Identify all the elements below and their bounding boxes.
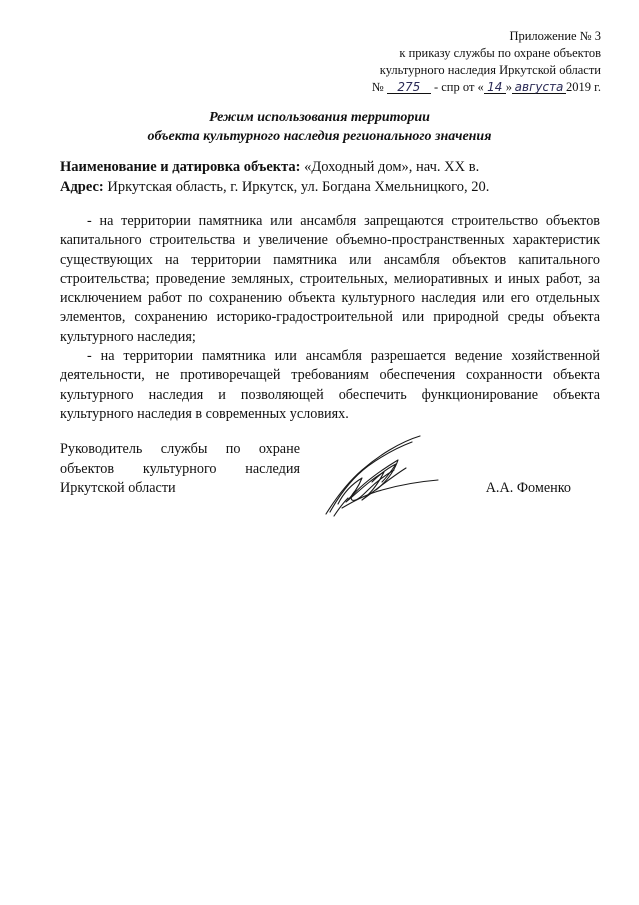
appendix-number: Приложение № 3 [509, 29, 601, 43]
appendix-order-number-date [301, 79, 601, 96]
regulations-text [60, 212, 600, 424]
day-close-quote: » [505, 80, 513, 94]
number-sign: № [371, 80, 384, 94]
signatory-name: А.А. Фоменко [485, 480, 571, 496]
object-info [60, 157, 600, 197]
appendix-agency: культурного наследия Иркутской области [379, 63, 601, 77]
appendix-header [301, 28, 601, 96]
object-name-label: Наименование и датировка объекта: [60, 159, 301, 175]
title-line-1: Режим использования территории [209, 110, 430, 125]
object-address-row [60, 177, 600, 197]
order-year: 2019 г. [566, 80, 601, 94]
handwritten-order-number: 275 [387, 81, 431, 94]
signatory-title-line-2: объектов культурного наследия [60, 460, 300, 477]
order-middle-text: - спр от « [433, 80, 484, 94]
document-title [0, 108, 639, 146]
object-name-row [60, 157, 600, 177]
regulation-permitted: - на территории памятника или ансамбля разрешается ведение хозяйственной деятельности, не противоречащей требованиям обеспечения сохранности объекта культурного наследия и позволяющей обеспечить функционирование объекта культурного наследия в современных условиях. [60, 348, 600, 422]
signatory-title-line-1: Руководитель службы по охране [60, 441, 300, 457]
appendix-order-ref: к приказу службы по охране объектов [399, 46, 601, 60]
regulation-prohibited: - на территории памятника или ансамбля запрещаются строительство объектов капитального строительства и увеличение объемно-пространственных характеристик существующих на территории памятника или ансамбля объектов капитального строительства; проведение земляных, строительных, мелиоративных и иных работ, за исключением работ по сохранению объекта культурного наследия или его отдельных элементов, сохранению историко-градостроительной или природной среды объекта культурного наследия; [60, 213, 600, 345]
object-name-value: «Доходный дом», нач. XX в. [300, 159, 480, 175]
signatory-title [60, 440, 300, 499]
handwritten-signature [322, 432, 442, 518]
handwritten-month: августа [512, 81, 566, 94]
title-line-2: объекта культурного наследия регионального значения [147, 129, 492, 144]
signatory-title-line-3: Иркутской области [60, 480, 176, 496]
object-address-value: Иркутская область, г. Иркутск, ул. Богдана Хмельницкого, 20. [103, 179, 490, 195]
object-address-label: Адрес: [60, 179, 104, 195]
handwritten-day: 14 [484, 81, 506, 94]
